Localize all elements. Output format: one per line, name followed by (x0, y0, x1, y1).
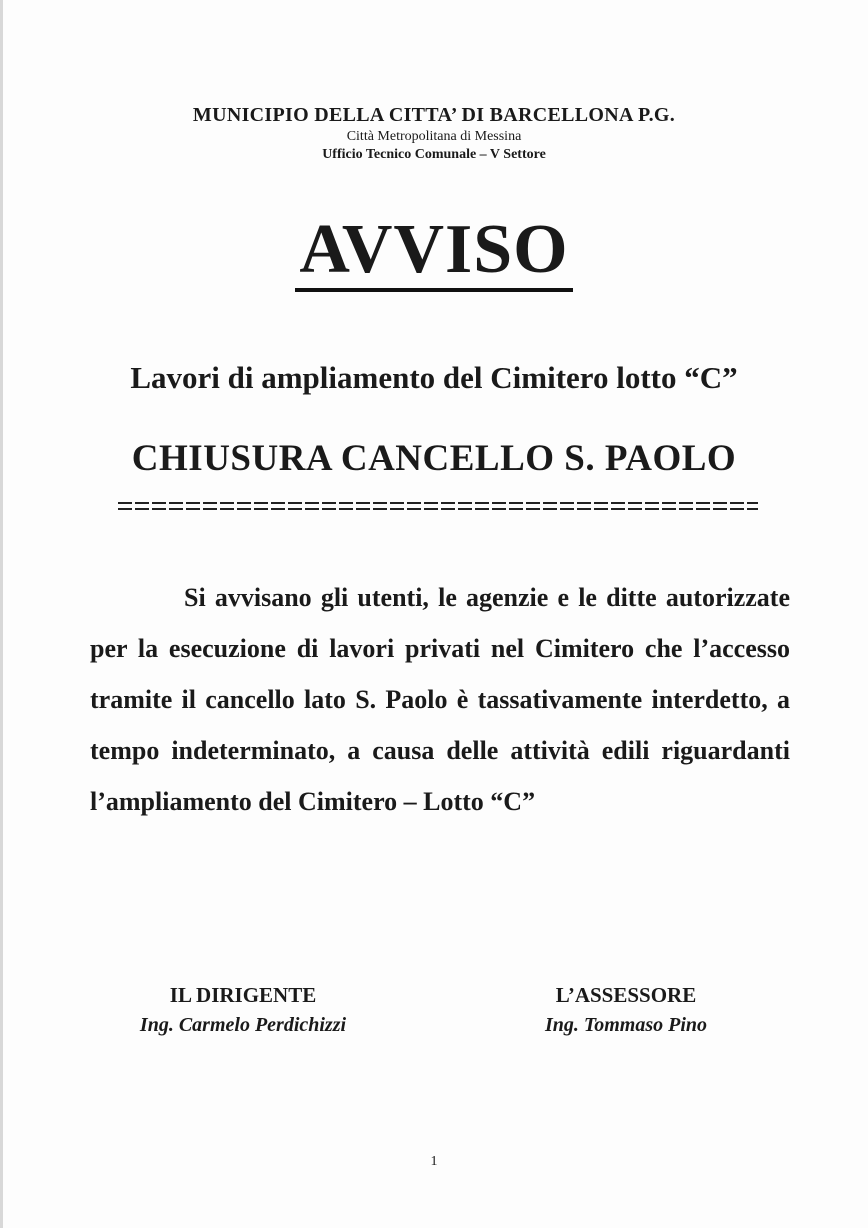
signature-role: L’ASSESSORE (555, 983, 697, 1007)
notice-title: AVVISO (295, 212, 572, 292)
letterhead (0, 102, 868, 164)
signature-name: Ing. Carmelo Perdichizzi (139, 1014, 347, 1036)
notice-body: Si avvisano gli utenti, le agenzie e le ditte autorizzate per la esecuzione di lavori privati nel Cimitero che l’accesso tramite il cancello lato S. Paolo è tassativamente interdetto, a tempo indeterminato, a causa delle attività edili riguardanti l’ampliamento del Cimitero – Lotto “C” (90, 583, 790, 816)
signature-name: Ing. Tommaso Pino (544, 1014, 708, 1036)
signature-role: IL DIRIGENTE (169, 983, 317, 1007)
page-number: 1 (430, 1154, 438, 1169)
notice-heading: CHIUSURA CANCELLO S. PAOLO (131, 438, 737, 479)
title-block (0, 212, 868, 292)
office-name: Ufficio Tecnico Comunale – V Settore (322, 147, 546, 162)
scan-edge (0, 0, 3, 1228)
metropolitan-city: Città Metropolitana di Messina (346, 129, 522, 144)
municipality-name: MUNICIPIO DELLA CITTA’ DI BARCELLONA P.G. (192, 104, 676, 126)
signature-assessore (520, 980, 732, 1040)
signature-dirigente (120, 980, 366, 1040)
notice-subtitle: Lavori di ampliamento del Cimitero lotto “C” (130, 360, 738, 395)
double-dashed-divider (118, 502, 758, 510)
